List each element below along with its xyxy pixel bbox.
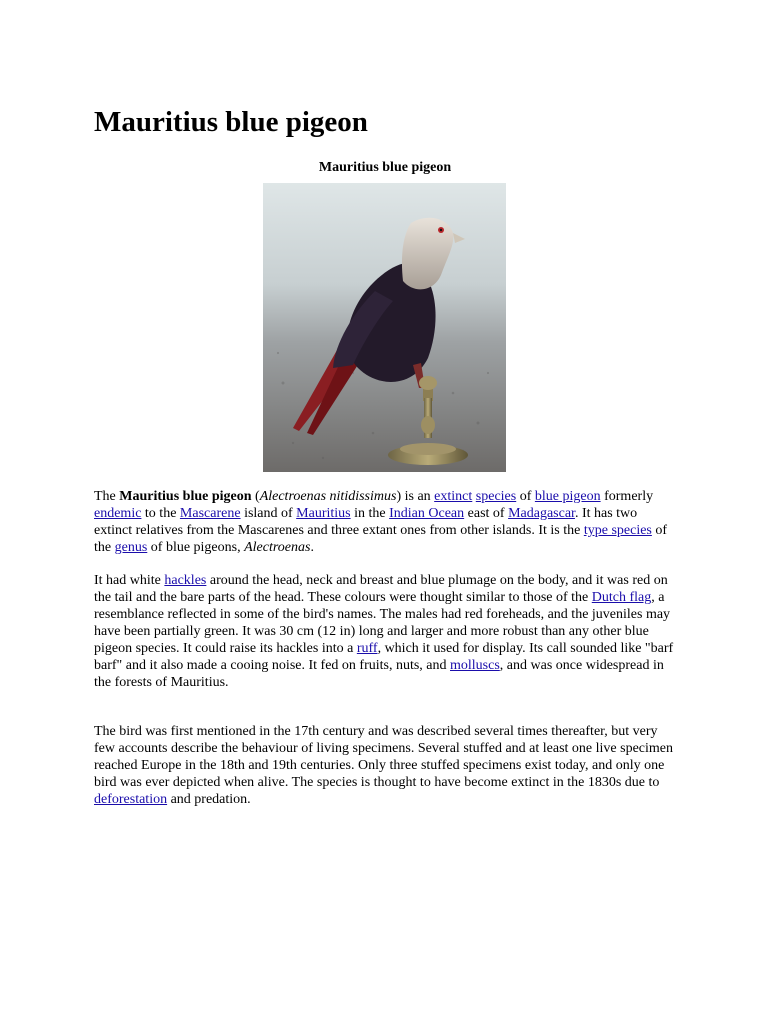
link-hackles[interactable]: hackles [164,573,207,588]
link-extinct[interactable]: extinct [434,489,473,504]
link-mascarene[interactable]: Mascarene [179,506,241,521]
link-dutch-flag[interactable]: Dutch flag [591,590,652,605]
genus-name: Alectroenas [244,540,311,555]
description-paragraph [94,572,676,691]
text: , and was once widespread in the forests of Mauritius. [94,658,664,690]
page-title: Mauritius blue pigeon [94,106,368,138]
text: east of [464,506,509,521]
text: island of [240,506,297,521]
text: to the [141,506,180,521]
text: and predation. [167,792,251,807]
link-type-species[interactable]: type species [583,523,652,538]
text: It had white [94,573,165,588]
text: in the [350,506,390,521]
scientific-name: Alectroenas nitidissimus [259,489,397,504]
text: of the [94,523,668,555]
link-molluscs[interactable]: molluscs [450,658,500,673]
text: of blue pigeons, [147,540,245,555]
link-indian-ocean[interactable]: Indian Ocean [389,506,465,521]
link-species[interactable]: species [475,489,517,504]
text: The [94,489,120,504]
link-mauritius[interactable]: Mauritius [296,506,351,521]
link-endemic[interactable]: endemic [94,506,142,521]
history-paragraph [94,723,676,808]
text: . [310,540,314,555]
link-blue-pigeon[interactable]: blue pigeon [534,489,601,504]
text: around the head, neck and breast and blue plumage on the body, and it was red on the tail and the bare parts of the head. These colours were thought similar to those of the [94,573,668,605]
text: formerly [600,489,654,504]
link-ruff[interactable]: ruff [356,641,378,656]
text: ) is an [396,489,435,504]
bold-species-name: Mauritius blue pigeon [119,489,252,504]
text: , which it used for display. Its call sounded like "barf barf" and it also made a cooing noise. It fed on fruits, nuts, and [94,641,674,673]
text: of [516,489,535,504]
link-madagascar[interactable]: Madagascar [508,506,575,521]
intro-paragraph [94,488,676,556]
text: , a resemblance reflected in some of the bird's names. The males had red foreheads, and the juveniles may have been partially green. It was 30 cm (12 in) long and larger and more robust than any other blue pigeon species. It could raise its hackles into a [94,590,671,656]
infobox-caption: Mauritius blue pigeon [318,160,452,175]
bird-photo [263,183,506,472]
text: . It has two extinct relatives from the Mascarenes and three extant ones from other islands. It is the [94,506,638,538]
link-genus[interactable]: genus [114,540,148,555]
link-deforestation[interactable]: deforestation [94,792,168,807]
text: The bird was first mentioned in the 17th century and was described several times thereafter, but very few accounts describe the behaviour of living specimens. Several stuffed and at least one live specimen reached Europe in the 18th and 19th centuries. Only three stuffed specimens exist today, and only one bird was ever depicted when alive. The species is thought to have become extinct in the 1830s due to [94,724,673,790]
text: ( [251,489,260,504]
